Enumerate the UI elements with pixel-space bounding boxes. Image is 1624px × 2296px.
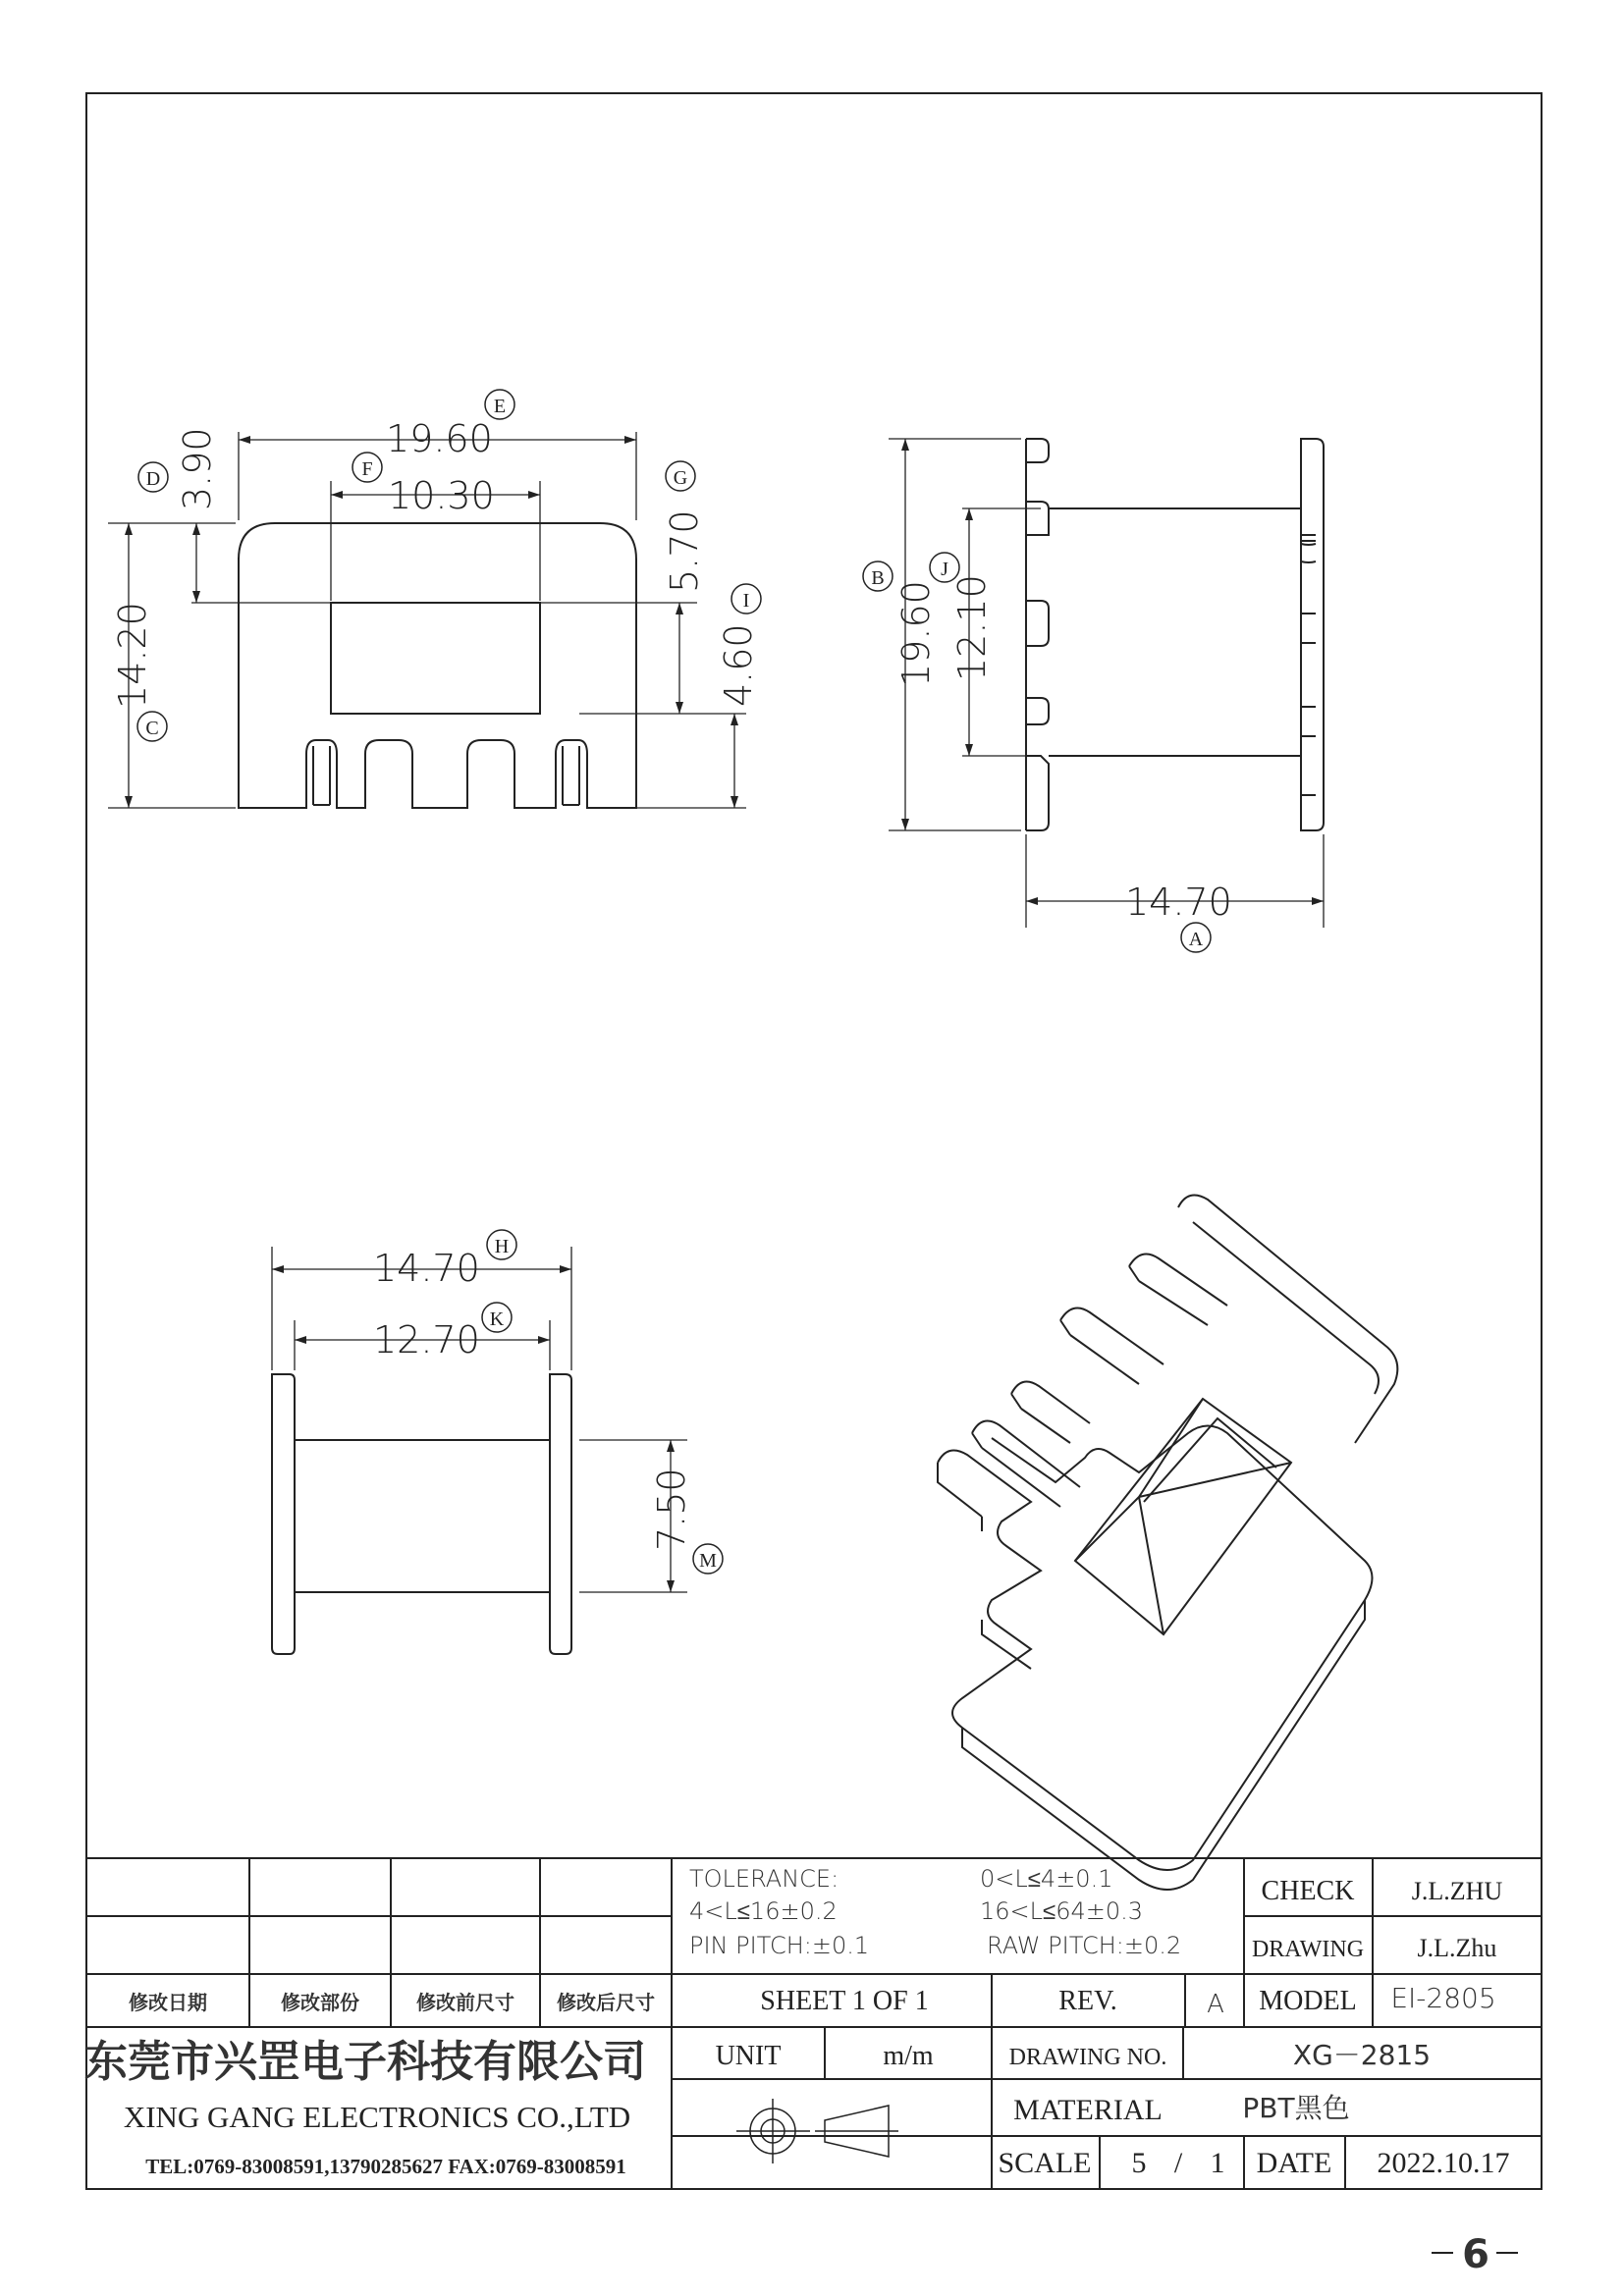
drawing-no-label: DRAWING NO. bbox=[1008, 2045, 1167, 2070]
rev-header-part: 修改部份 bbox=[281, 1991, 359, 2014]
scale-label: SCALE bbox=[998, 2147, 1092, 2179]
tolerance-range-2: 4<L≤16±0.2 bbox=[689, 1897, 838, 1925]
pin-pitch: PIN PITCH:±0.1 bbox=[689, 1932, 870, 1959]
top-view bbox=[272, 1247, 687, 1654]
dim-J-label: J bbox=[941, 559, 948, 580]
dim-B-label: B bbox=[871, 567, 885, 589]
dim-B-value: 19.60 bbox=[894, 580, 938, 687]
date-value: 2022.10.17 bbox=[1377, 2147, 1510, 2179]
scale-separator: / bbox=[1173, 2147, 1183, 2179]
dim-G-label: G bbox=[673, 467, 688, 489]
dim-J-value: 12.10 bbox=[950, 574, 994, 681]
dim-H-value: 14.70 bbox=[373, 1247, 480, 1290]
dim-F-value: 10.30 bbox=[388, 474, 495, 517]
tolerance-range-3: 16<L≤64±0.3 bbox=[980, 1897, 1144, 1925]
raw-pitch: RAW PITCH:±0.2 bbox=[987, 1932, 1182, 1959]
rev-header-after: 修改后尺寸 bbox=[557, 1991, 655, 2014]
dim-C-label: C bbox=[145, 718, 159, 739]
page-number: 6 bbox=[1462, 2232, 1489, 2277]
material-value: PBT黑色 bbox=[1242, 2092, 1350, 2124]
material-label: MATERIAL bbox=[1013, 2094, 1163, 2126]
dim-G-value: 5.70 bbox=[663, 509, 706, 593]
company-name-cn: 东莞市兴罡电子科技有限公司 bbox=[84, 2037, 646, 2087]
dim-K-value: 12.70 bbox=[373, 1318, 480, 1362]
date-label: DATE bbox=[1256, 2147, 1332, 2179]
unit-value: m/m bbox=[883, 2041, 934, 2071]
dim-M-label: M bbox=[699, 1550, 717, 1572]
dim-A-value: 14.70 bbox=[1125, 881, 1232, 924]
dim-D-label: D bbox=[145, 468, 161, 490]
dim-M-value: 7.50 bbox=[650, 1468, 693, 1551]
isometric-view bbox=[938, 1196, 1397, 1891]
dim-I-label: I bbox=[742, 590, 750, 612]
company-name-en: XING GANG ELECTRONICS CO.,LTD bbox=[123, 2100, 631, 2134]
model-label: MODEL bbox=[1259, 1986, 1357, 2016]
dim-E-value: 19.60 bbox=[386, 417, 493, 460]
dim-C-value: 14.20 bbox=[111, 602, 154, 709]
check-value: J.L.ZHU bbox=[1411, 1877, 1503, 1905]
dim-A-label: A bbox=[1188, 929, 1204, 950]
dim-H-label: H bbox=[494, 1236, 510, 1257]
unit-label: UNIT bbox=[715, 2041, 782, 2071]
dim-I-value: 4.60 bbox=[717, 623, 760, 707]
check-label: CHECK bbox=[1261, 1876, 1355, 1906]
side-view bbox=[889, 439, 1324, 928]
dim-D-value: 3.90 bbox=[176, 427, 219, 510]
dim-F-label: F bbox=[361, 458, 373, 480]
scale-numerator: 5 bbox=[1131, 2147, 1147, 2179]
tolerance-label: TOLERANCE: bbox=[689, 1865, 839, 1893]
model-value: EI-2805 bbox=[1390, 1982, 1496, 2014]
rev-label: REV. bbox=[1058, 1986, 1117, 2016]
rev-header-date: 修改日期 bbox=[129, 1991, 207, 2014]
tolerance-range-1: 0<L≤4±0.1 bbox=[980, 1865, 1113, 1893]
rev-value: A bbox=[1207, 1990, 1224, 2019]
scale-denominator: 1 bbox=[1210, 2147, 1225, 2179]
rev-header-before: 修改前尺寸 bbox=[416, 1991, 514, 2014]
sheet-label: SHEET 1 OF 1 bbox=[760, 1986, 929, 2016]
dim-K-label: K bbox=[489, 1308, 505, 1330]
drawing-label: DRAWING bbox=[1251, 1937, 1365, 1962]
company-contact: TEL:0769-83008591,13790285627 FAX:0769-83008591 bbox=[145, 2155, 626, 2178]
drawing-no-value: XG－2815 bbox=[1292, 2039, 1432, 2071]
drawing-value: J.L.Zhu bbox=[1417, 1934, 1497, 1962]
dim-E-label: E bbox=[493, 396, 507, 417]
projection-symbol-icon bbox=[736, 2099, 898, 2163]
